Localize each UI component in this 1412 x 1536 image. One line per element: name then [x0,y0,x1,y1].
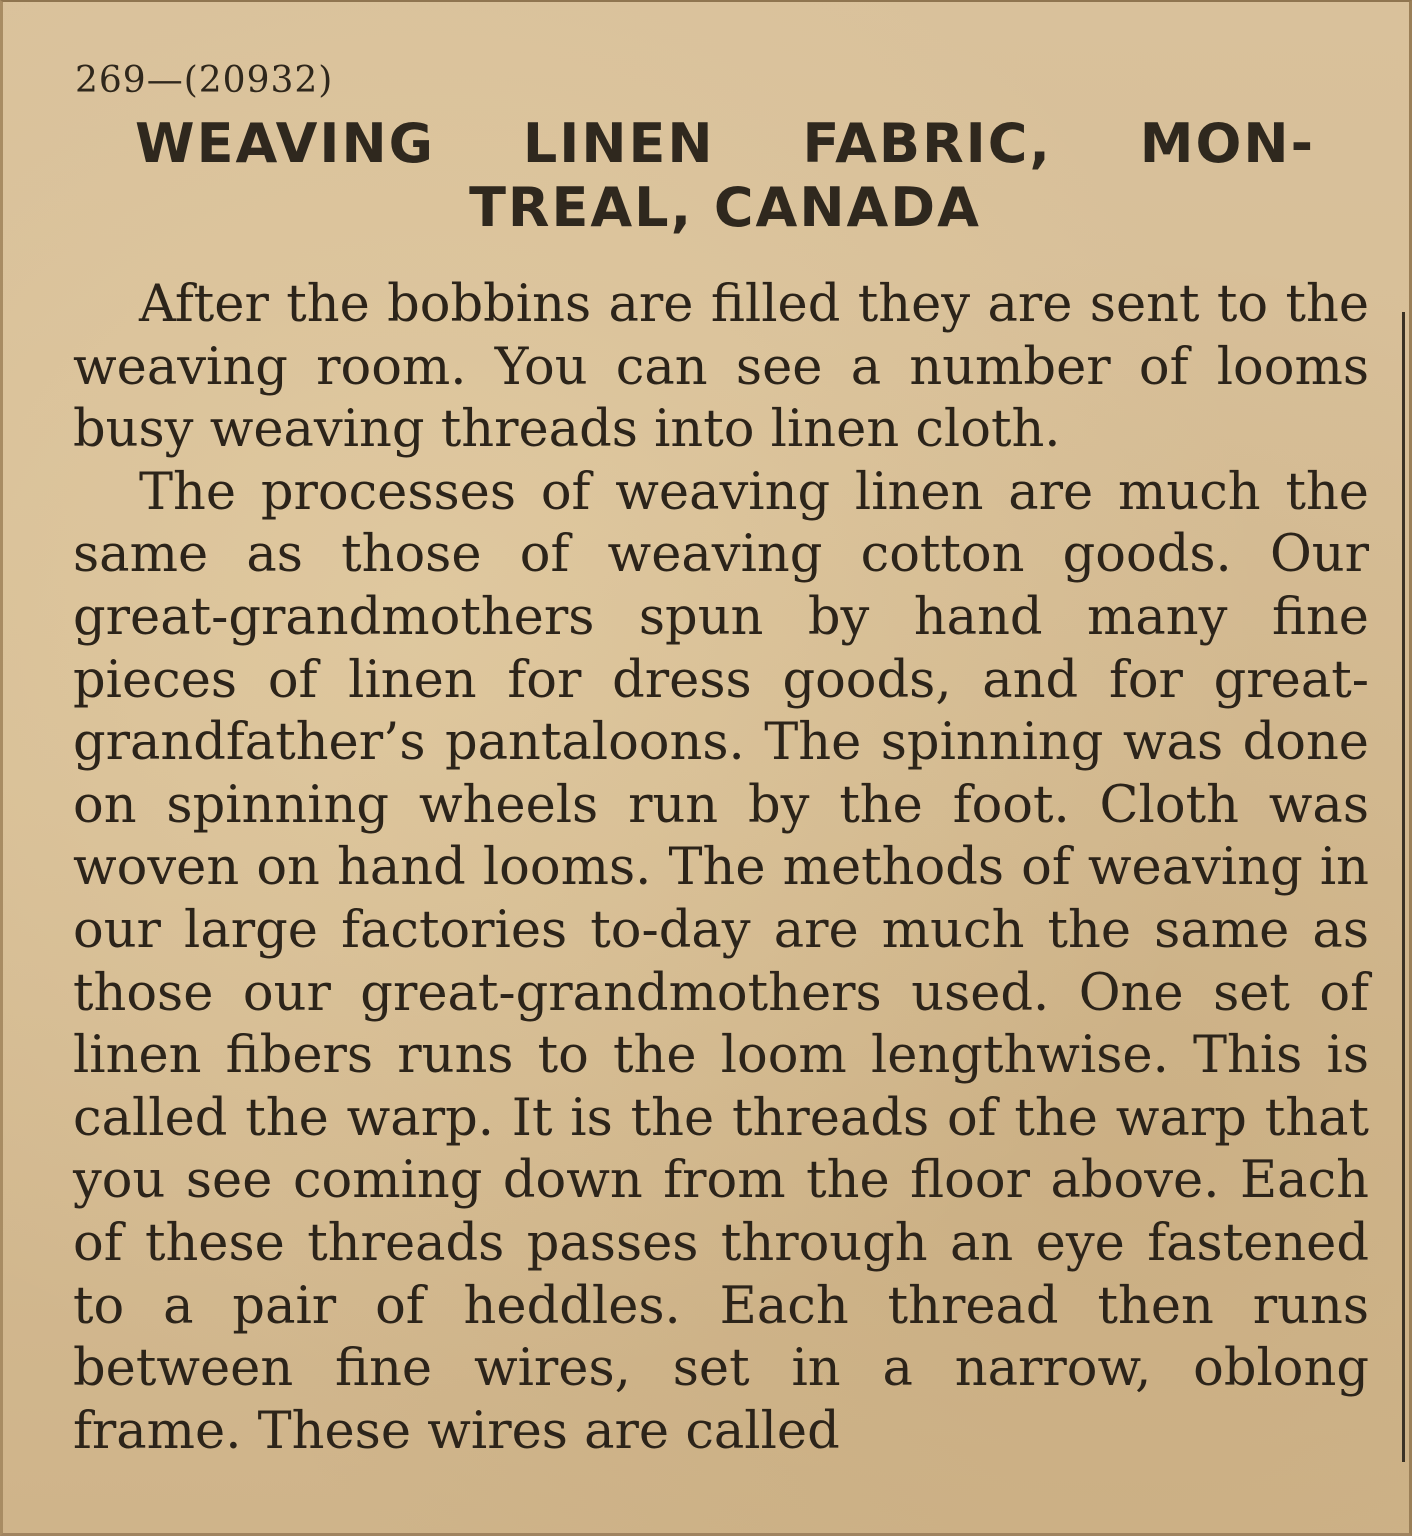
paragraph-1: After the bobbins are filled they are sent to the weaving room. You can see a number of looms busy weaving threads into linen cloth. [73,275,1369,460]
card-body [73,274,1369,1463]
title-line-1: WEAVING LINEN FABRIC, MON- [135,112,1315,175]
title-line-2: TREAL, CANADA [469,176,981,239]
paragraph-2: The processes of weaving linen are much the same as those of weaving cotton goods. Our great-grandmothers spun by hand many fine pieces of linen for dress goods, and for great-grandfather’s pantaloons. The spinning was done on spinning wheels run by the foot. Cloth was woven on hand looms. The methods of weaving in our large factories to-day are much the same as those our great-grandmothers used. One set of linen fibers runs to the loom lengthwise. This is called the warp. It is the threads of the warp that you see coming down from the floor above. Each of these threads passes through an eye fastened to a pair of heddles. Each thread then runs between fine wires, set in a narrow, oblong frame. These wires are called [73,462,1369,1461]
catalog-number: 269—(20932) [75,60,334,101]
card-title [75,112,1375,240]
right-border-rule [1402,312,1405,1462]
